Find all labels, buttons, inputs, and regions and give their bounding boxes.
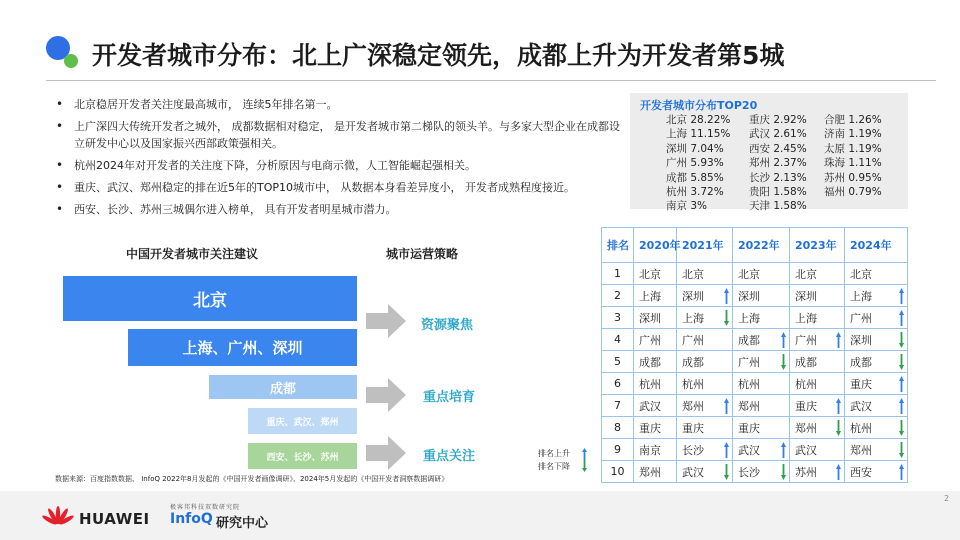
page-number: 2 xyxy=(944,494,950,503)
ranking-header-cell: 2020年 xyxy=(634,228,677,263)
city-cell: 郑州 xyxy=(790,417,845,439)
rank-up-arrow-icon xyxy=(899,310,904,326)
city-cell: 南京 xyxy=(634,439,677,461)
arrow-right-icon xyxy=(366,304,406,338)
legend-rank-down: 排名下降 xyxy=(538,462,570,471)
top20-item: 长沙 2.13% xyxy=(749,171,807,184)
rank-number-cell: 3 xyxy=(602,307,634,329)
top20-item: 广州 5.93% xyxy=(666,157,724,170)
city-cell: 郑州 xyxy=(677,395,733,417)
rank-down-arrow-icon xyxy=(724,310,729,326)
city-cell: 重庆 xyxy=(790,395,845,417)
rank-down-arrow-icon xyxy=(724,464,729,480)
strategy-heading: 城市运营策略 xyxy=(386,247,459,261)
rank-up-arrow-icon xyxy=(899,398,904,414)
table-row xyxy=(602,329,908,351)
strategy-key-attention: 重点关注 xyxy=(423,449,476,464)
rank-number-cell: 5 xyxy=(602,351,634,373)
top20-item: 深圳 7.04% xyxy=(666,142,724,155)
arrow-right-icon xyxy=(366,378,406,412)
table-row xyxy=(602,351,908,373)
rank-up-arrow-icon xyxy=(724,288,729,304)
arrow-right-icon xyxy=(366,436,406,470)
rank-down-arrow-icon xyxy=(781,354,786,370)
huawei-logo-icon xyxy=(42,505,74,529)
ranking-header-cell: 2022年 xyxy=(733,228,790,263)
rank-number-cell: 10 xyxy=(602,461,634,483)
city-cell: 北京 xyxy=(790,263,845,285)
rank-up-arrow-icon xyxy=(724,398,729,414)
city-cell: 深圳 xyxy=(677,285,733,307)
rank-down-arrow-icon xyxy=(899,442,904,458)
top20-column-3 xyxy=(824,113,882,199)
top20-item: 重庆 2.92% xyxy=(749,114,807,126)
legend-up-arrow-icon xyxy=(582,448,587,460)
city-cell: 成都 xyxy=(677,351,733,373)
funnel-tier-chengdu: 成都 xyxy=(209,375,357,399)
city-cell: 杭州 xyxy=(845,417,908,439)
city-cell: 武汉 xyxy=(677,461,733,483)
city-cell: 武汉 xyxy=(845,395,908,417)
city-cell: 上海 xyxy=(677,307,733,329)
rank-down-arrow-icon xyxy=(899,354,904,370)
city-ranking-table xyxy=(601,227,908,483)
top20-item: 珠海 1.11% xyxy=(824,157,882,170)
ranking-header-cell: 2021年 xyxy=(677,228,733,263)
rank-up-arrow-icon xyxy=(724,442,729,458)
rank-down-arrow-icon xyxy=(781,464,786,480)
table-row xyxy=(602,461,908,483)
city-cell: 郑州 xyxy=(733,395,790,417)
top20-item: 太原 1.19% xyxy=(824,142,882,155)
rank-number-cell: 2 xyxy=(602,285,634,307)
rank-down-arrow-icon xyxy=(899,420,904,436)
city-cell: 北京 xyxy=(845,263,908,285)
legend-down-arrow-icon xyxy=(582,460,587,472)
summary-bullets xyxy=(52,96,624,223)
city-cell: 长沙 xyxy=(677,439,733,461)
top20-item: 福州 0.79% xyxy=(824,186,882,199)
rank-number-cell: 9 xyxy=(602,439,634,461)
city-cell: 深圳 xyxy=(733,285,790,307)
city-cell: 杭州 xyxy=(733,373,790,395)
city-cell: 广州 xyxy=(790,329,845,351)
city-cell: 杭州 xyxy=(790,373,845,395)
bullet-item: • 北京稳居开发者关注度最高城市， 连续5年排名第一。 xyxy=(52,96,624,113)
top20-item: 苏州 0.95% xyxy=(824,171,882,184)
top20-item: 南京 3% xyxy=(666,200,707,213)
city-cell: 成都 xyxy=(634,351,677,373)
strategy-resource-focus: 资源聚焦 xyxy=(421,318,474,333)
city-cell: 西安 xyxy=(845,461,908,483)
city-cell: 广州 xyxy=(634,329,677,351)
rank-down-arrow-icon xyxy=(899,332,904,348)
city-cell: 重庆 xyxy=(733,417,790,439)
city-cell: 重庆 xyxy=(845,373,908,395)
top20-item: 合肥 1.26% xyxy=(824,114,882,126)
rank-number-cell: 6 xyxy=(602,373,634,395)
city-cell: 北京 xyxy=(677,263,733,285)
table-row xyxy=(602,285,908,307)
city-cell: 杭州 xyxy=(677,373,733,395)
infoq-brand: InfoQ xyxy=(170,511,213,527)
city-cell: 武汉 xyxy=(733,439,790,461)
top20-item: 贵阳 1.58% xyxy=(749,186,807,199)
table-row xyxy=(602,307,908,329)
title-divider xyxy=(46,80,936,81)
city-cell: 上海 xyxy=(790,307,845,329)
funnel-heading: 中国开发者城市关注建议 xyxy=(126,247,259,261)
rank-up-arrow-icon xyxy=(899,376,904,392)
top20-item: 上海 11.15% xyxy=(666,128,731,141)
city-cell: 上海 xyxy=(845,285,908,307)
city-cell: 成都 xyxy=(733,329,790,351)
bullet-item: • 重庆、武汉、郑州稳定的排在近5年的TOP10城市中， 从数据本身看差异度小， 开发者成熟程度接近。 xyxy=(52,179,624,196)
city-cell: 北京 xyxy=(634,263,677,285)
infoq-tagline: 极客邦科技双数研究院 xyxy=(170,504,241,511)
top20-item: 成都 5.85% xyxy=(666,171,724,184)
rank-number-cell: 8 xyxy=(602,417,634,439)
city-cell: 成都 xyxy=(845,351,908,373)
rank-up-arrow-icon xyxy=(899,288,904,304)
city-cell: 深圳 xyxy=(634,307,677,329)
rank-up-arrow-icon xyxy=(836,398,841,414)
city-cell: 武汉 xyxy=(634,395,677,417)
funnel-tier-xian-changsha-suzhou: 西安、长沙、苏州 xyxy=(248,443,357,469)
city-cell: 上海 xyxy=(634,285,677,307)
city-cell: 广州 xyxy=(845,307,908,329)
ranking-header-cell: 排名 xyxy=(602,228,634,263)
top20-item: 杭州 3.72% xyxy=(666,186,724,199)
city-cell: 广州 xyxy=(733,351,790,373)
legend-rank-up: 排名上升 xyxy=(538,449,570,458)
top20-column-1 xyxy=(666,113,730,214)
top20-item: 天津 1.58% xyxy=(749,200,807,213)
table-row xyxy=(602,373,908,395)
ranking-header-cell: 2023年 xyxy=(790,228,845,263)
data-source-note: 数据来源：百度指数数据、 InfoQ 2022年8月发起的《中国开发者画像调研》、2024年5月发起的《中国开发者洞察数据调研》 xyxy=(55,475,449,483)
rank-number-cell: 7 xyxy=(602,395,634,417)
city-cell: 成都 xyxy=(790,351,845,373)
bullet-item: • 杭州2024年对开发者的关注度下降，分析原因与电商示微，人工智能崛起强相关。 xyxy=(52,157,624,174)
infoq-research-center: 研究中心 xyxy=(216,516,269,531)
table-row xyxy=(602,263,908,285)
top20-item: 武汉 2.61% xyxy=(749,128,807,141)
rank-up-arrow-icon xyxy=(836,464,841,480)
top20-column-2 xyxy=(749,113,807,214)
city-cell: 长沙 xyxy=(733,461,790,483)
table-row xyxy=(602,417,908,439)
table-row xyxy=(602,439,908,461)
top20-item: 北京 28.22% xyxy=(666,114,731,126)
bullet-item: • 西安、长沙、苏州三城偶尔进入榜单， 具有开发者明星城市潜力。 xyxy=(52,201,624,218)
top20-item: 济南 1.19% xyxy=(824,128,882,141)
huawei-brand: HUAWEI xyxy=(79,510,150,528)
title-logo-icon xyxy=(46,36,80,70)
city-cell: 北京 xyxy=(733,263,790,285)
ranking-header-row xyxy=(602,228,908,263)
rank-number-cell: 1 xyxy=(602,263,634,285)
rank-down-arrow-icon xyxy=(836,420,841,436)
top20-item: 西安 2.45% xyxy=(749,142,807,155)
funnel-tier-beijing: 北京 xyxy=(63,276,357,321)
top20-panel xyxy=(630,93,908,213)
top20-title: 开发者城市分布TOP20 xyxy=(640,99,758,112)
city-cell: 郑州 xyxy=(634,461,677,483)
city-cell: 郑州 xyxy=(845,439,908,461)
page-title: 开发者城市分布：北上广深稳定领先，成都上升为开发者第5城 xyxy=(92,41,785,70)
city-cell: 武汉 xyxy=(790,439,845,461)
city-cell: 上海 xyxy=(733,307,790,329)
city-cell: 广州 xyxy=(677,329,733,351)
city-cell: 重庆 xyxy=(634,417,677,439)
table-row xyxy=(602,395,908,417)
bullet-item: • 上广深四大传统开发者之城外， 成都数据相对稳定， 是开发者城市第二梯队的领头羊。与多家大型企业在成都设立研发中心以及国家振兴西部政策强相关。 xyxy=(52,118,624,152)
city-cell: 杭州 xyxy=(634,373,677,395)
funnel-tier-chongqing-wuhan-zhengzhou: 重庆、武汉、郑州 xyxy=(248,408,357,434)
rank-up-arrow-icon xyxy=(781,332,786,348)
strategy-key-cultivation: 重点培育 xyxy=(423,390,476,405)
city-cell: 深圳 xyxy=(790,285,845,307)
funnel-tier-shanghai-guangzhou-shenzhen: 上海、广州、深圳 xyxy=(128,329,357,366)
city-cell: 深圳 xyxy=(845,329,908,351)
ranking-header-cell: 2024年 xyxy=(845,228,908,263)
city-cell: 苏州 xyxy=(790,461,845,483)
top20-item: 郑州 2.37% xyxy=(749,157,807,170)
rank-up-arrow-icon xyxy=(899,464,904,480)
rank-number-cell: 4 xyxy=(602,329,634,351)
city-cell: 重庆 xyxy=(677,417,733,439)
rank-up-arrow-icon xyxy=(781,442,786,458)
rank-up-arrow-icon xyxy=(836,332,841,348)
